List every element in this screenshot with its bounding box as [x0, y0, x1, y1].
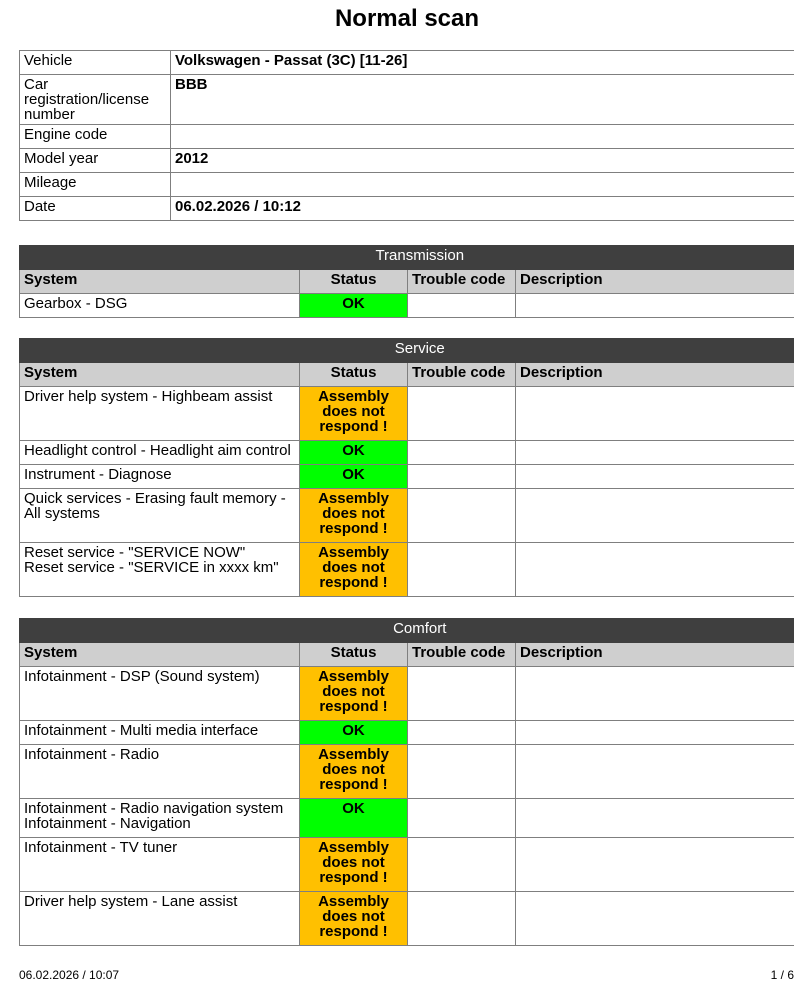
column-header-system: System	[20, 643, 300, 667]
description-cell	[516, 799, 794, 838]
vehicle-info-table	[19, 50, 794, 221]
trouble-code-cell	[408, 543, 516, 597]
table-row	[20, 465, 794, 489]
column-header-system: System	[20, 363, 300, 387]
table-row	[20, 441, 794, 465]
registration-value: BBB	[171, 75, 794, 125]
status-no-response-badge: Assembly does not respond !	[300, 387, 408, 441]
status-no-response-badge: Assembly does not respond !	[300, 543, 408, 597]
system-cell: Infotainment - DSP (Sound system)	[20, 667, 300, 721]
system-cell: Infotainment - Multi media interface	[20, 721, 300, 745]
description-cell	[516, 387, 794, 441]
registration-row	[20, 75, 794, 125]
column-header-description: Description	[516, 270, 794, 294]
description-cell	[516, 892, 794, 946]
table-row	[20, 387, 794, 441]
description-cell	[516, 465, 794, 489]
vehicle-label: Vehicle	[20, 51, 171, 75]
mileage-row	[20, 173, 794, 197]
system-cell: Quick services - Erasing fault memory - All systems	[20, 489, 300, 543]
column-header-status: Status	[300, 363, 408, 387]
description-cell	[516, 543, 794, 597]
trouble-code-cell	[408, 489, 516, 543]
table-row	[20, 543, 794, 597]
column-header-system: System	[20, 270, 300, 294]
system-cell: Reset service - "SERVICE NOW" Reset service - "SERVICE in xxxx km"	[20, 543, 300, 597]
model-year-row	[20, 149, 794, 173]
system-cell: Infotainment - Radio navigation system Infotainment - Navigation	[20, 799, 300, 838]
system-cell: Gearbox - DSG	[20, 294, 300, 318]
status-ok-badge: OK	[300, 465, 408, 489]
table-row	[20, 892, 794, 946]
status-no-response-badge: Assembly does not respond !	[300, 892, 408, 946]
table-row	[20, 721, 794, 745]
column-header-row	[20, 363, 794, 387]
status-no-response-badge: Assembly does not respond !	[300, 745, 408, 799]
description-cell	[516, 489, 794, 543]
status-no-response-badge: Assembly does not respond !	[300, 838, 408, 892]
trouble-code-cell	[408, 294, 516, 318]
trouble-code-cell	[408, 441, 516, 465]
column-header-description: Description	[516, 363, 794, 387]
status-ok-badge: OK	[300, 441, 408, 465]
trouble-code-cell	[408, 465, 516, 489]
status-no-response-badge: Assembly does not respond !	[300, 489, 408, 543]
section-title: Transmission	[20, 246, 794, 270]
model-year-label: Model year	[20, 149, 171, 173]
trouble-code-cell	[408, 667, 516, 721]
description-cell	[516, 838, 794, 892]
column-header-trouble-code: Trouble code	[408, 270, 516, 294]
comfort-section-table	[19, 618, 794, 946]
description-cell	[516, 294, 794, 318]
status-no-response-badge: Assembly does not respond !	[300, 667, 408, 721]
column-header-description: Description	[516, 643, 794, 667]
table-row	[20, 745, 794, 799]
system-cell: Driver help system - Lane assist	[20, 892, 300, 946]
mileage-value	[171, 173, 794, 197]
model-year-value: 2012	[171, 149, 794, 173]
table-row	[20, 667, 794, 721]
column-header-trouble-code: Trouble code	[408, 643, 516, 667]
vehicle-row	[20, 51, 794, 75]
mileage-label: Mileage	[20, 173, 171, 197]
trouble-code-cell	[408, 838, 516, 892]
table-row	[20, 489, 794, 543]
date-label: Date	[20, 197, 171, 221]
table-row	[20, 294, 794, 318]
page-title: Normal scan	[334, 5, 480, 32]
engine-code-row	[20, 125, 794, 149]
description-cell	[516, 721, 794, 745]
trouble-code-cell	[408, 721, 516, 745]
trouble-code-cell	[408, 892, 516, 946]
system-cell: Instrument - Diagnose	[20, 465, 300, 489]
description-cell	[516, 667, 794, 721]
section-title: Comfort	[20, 619, 794, 643]
column-header-row	[20, 643, 794, 667]
table-row	[20, 799, 794, 838]
status-ok-badge: OK	[300, 294, 408, 318]
engine-code-label: Engine code	[20, 125, 171, 149]
footer-timestamp: 06.02.2026 / 10:07	[19, 968, 120, 982]
system-cell: Infotainment - Radio	[20, 745, 300, 799]
column-header-trouble-code: Trouble code	[408, 363, 516, 387]
table-row	[20, 838, 794, 892]
trouble-code-cell	[408, 799, 516, 838]
status-ok-badge: OK	[300, 799, 408, 838]
footer-page-number: 1 / 6	[770, 968, 794, 982]
section-header	[20, 246, 794, 270]
vehicle-value: Volkswagen - Passat (3C) [11-26]	[171, 51, 794, 75]
transmission-section-table	[19, 245, 794, 318]
service-section-table	[19, 338, 794, 597]
registration-label: Car registration/license number	[20, 75, 171, 125]
system-cell: Infotainment - TV tuner	[20, 838, 300, 892]
engine-code-value	[171, 125, 794, 149]
column-header-row	[20, 270, 794, 294]
date-value: 06.02.2026 / 10:12	[171, 197, 794, 221]
trouble-code-cell	[408, 745, 516, 799]
section-title: Service	[20, 339, 794, 363]
column-header-status: Status	[300, 643, 408, 667]
trouble-code-cell	[408, 387, 516, 441]
description-cell	[516, 745, 794, 799]
status-ok-badge: OK	[300, 721, 408, 745]
description-cell	[516, 441, 794, 465]
date-row	[20, 197, 794, 221]
system-cell: Driver help system - Highbeam assist	[20, 387, 300, 441]
system-cell: Headlight control - Headlight aim control	[20, 441, 300, 465]
section-header	[20, 339, 794, 363]
section-header	[20, 619, 794, 643]
column-header-status: Status	[300, 270, 408, 294]
